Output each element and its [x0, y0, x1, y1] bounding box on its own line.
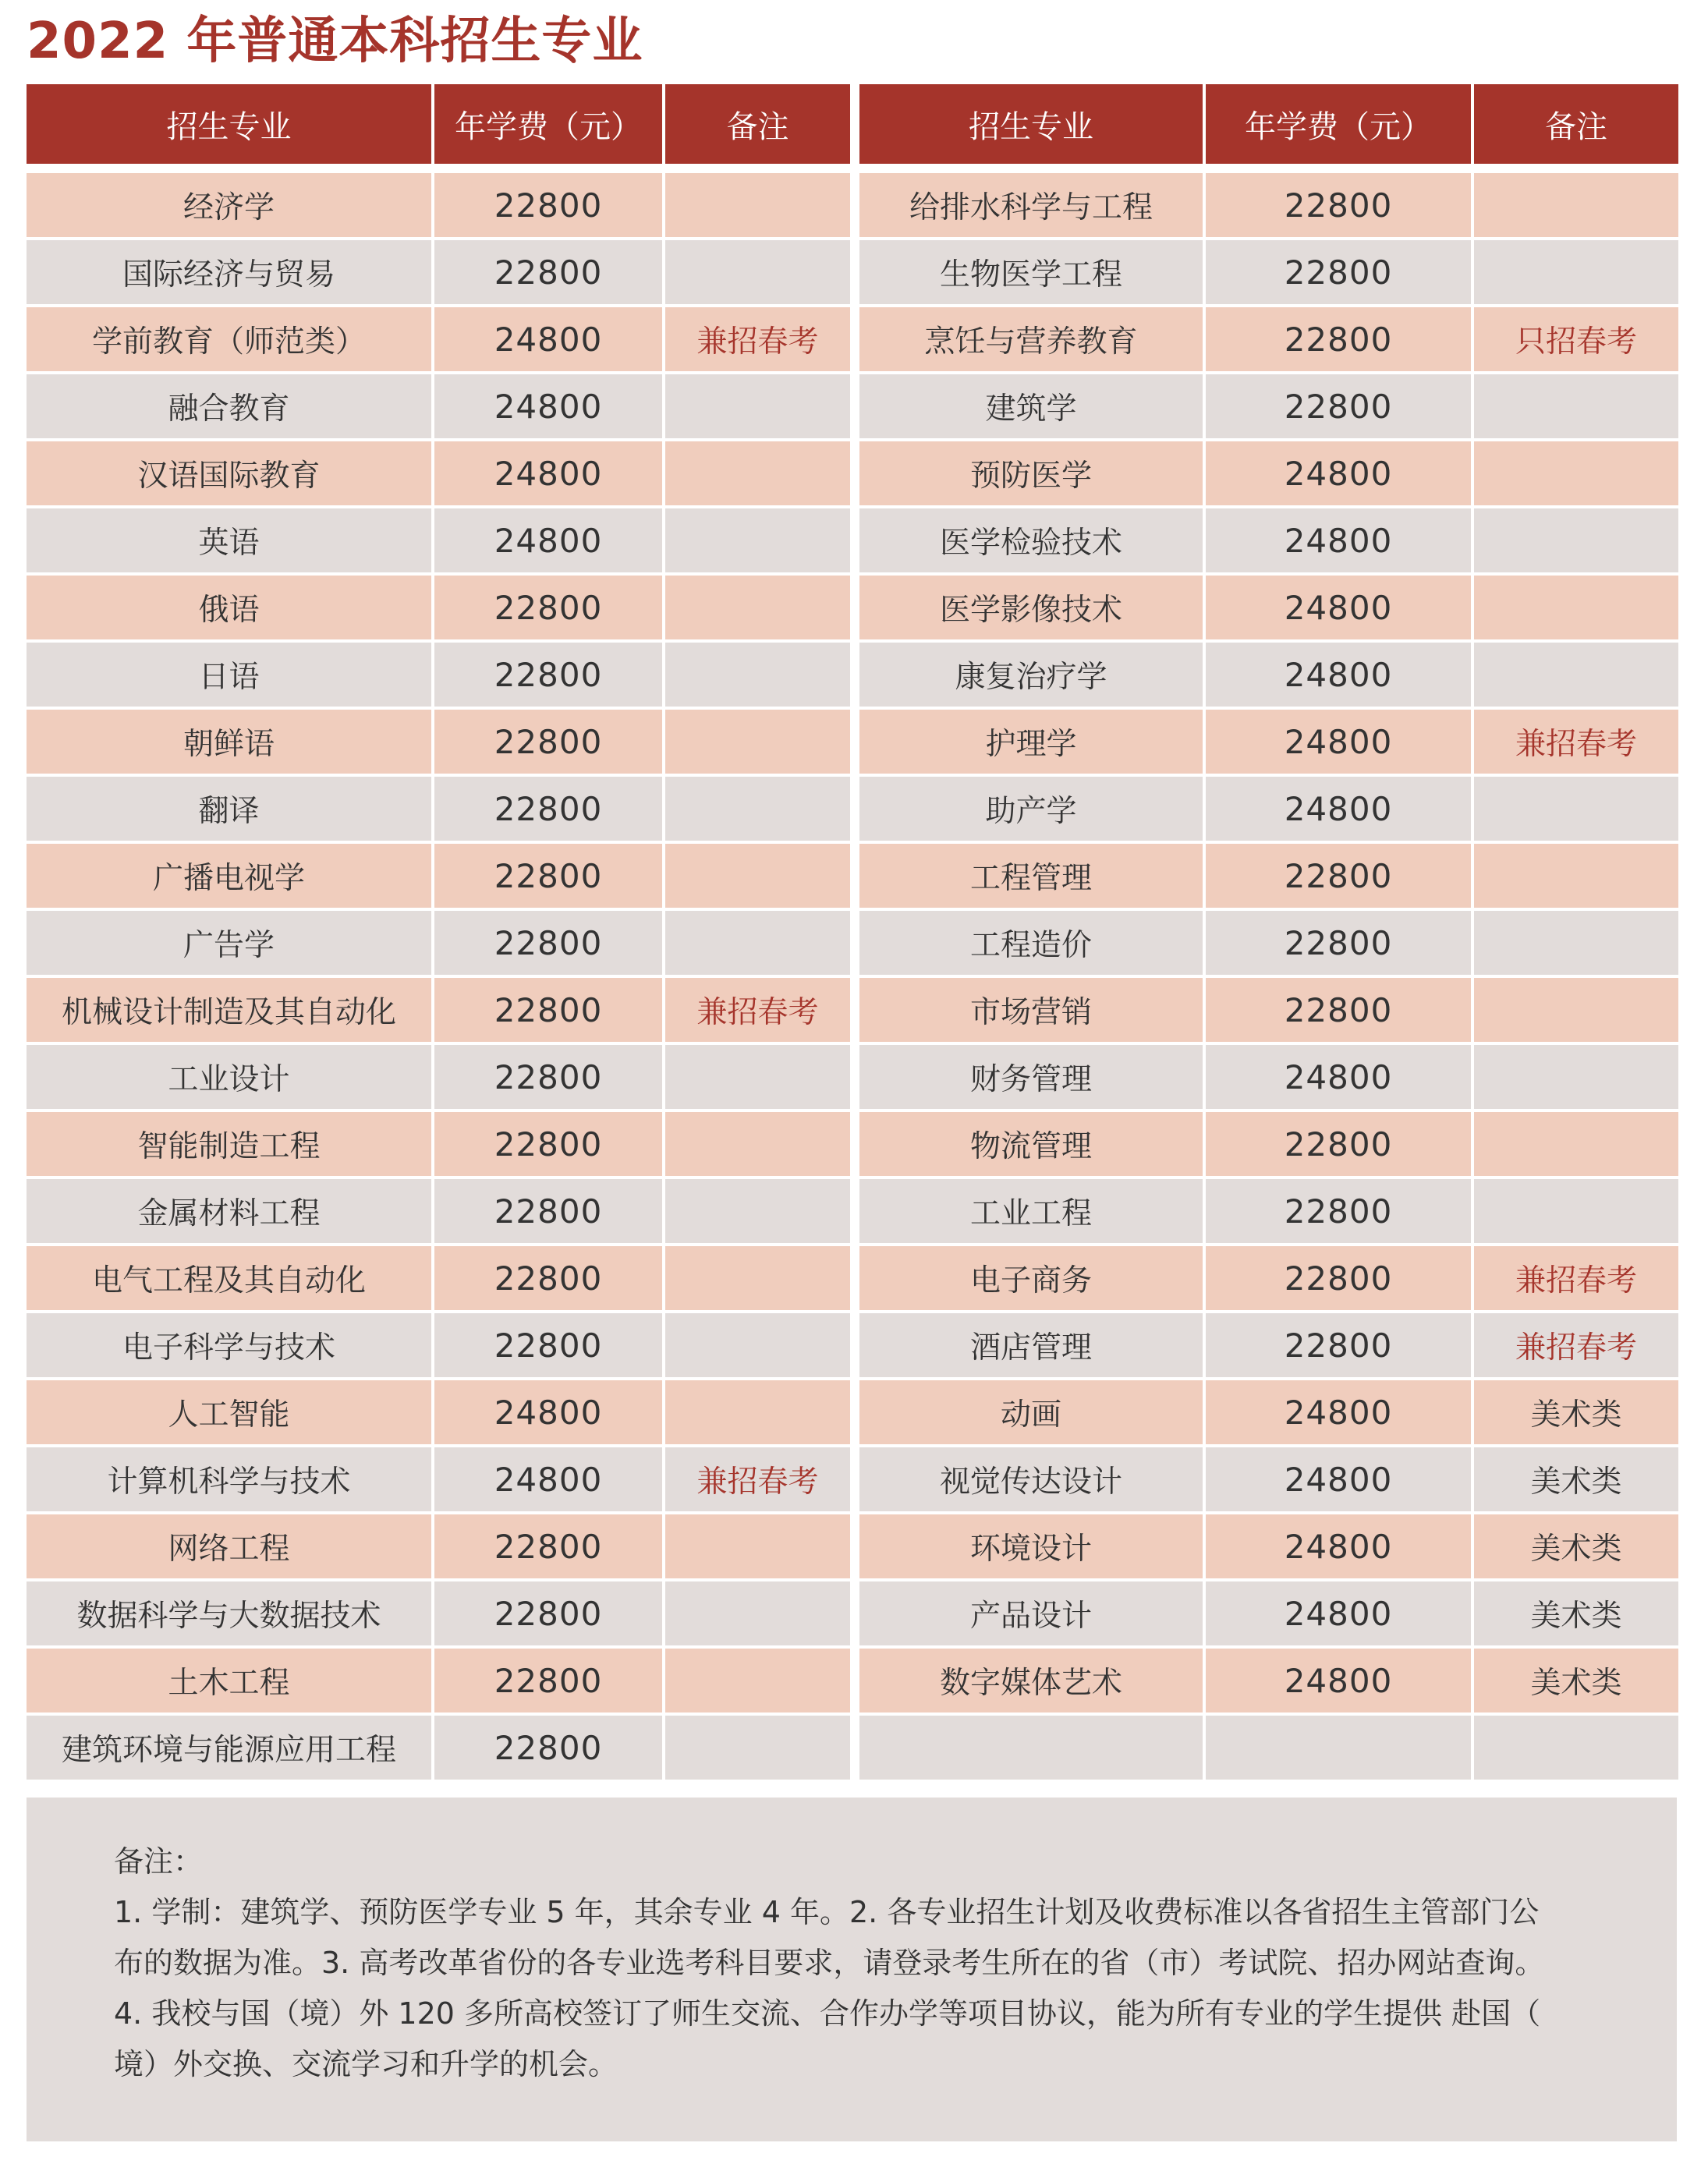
major-cell: 人工智能 — [27, 1380, 431, 1444]
fee-cell: 22800 — [1206, 1112, 1471, 1176]
major-cell: 智能制造工程 — [27, 1112, 431, 1176]
note-cell — [665, 710, 850, 774]
notes-box — [27, 1798, 1677, 2141]
fee-cell: 24800 — [1206, 643, 1471, 707]
page-title: 2022 年普通本科招生专业 — [27, 12, 643, 70]
table-row — [27, 441, 850, 505]
fee-cell: 24800 — [434, 441, 662, 505]
fee-cell: 22800 — [434, 643, 662, 707]
header-note: 备注 — [665, 84, 850, 164]
major-cell: 广告学 — [27, 911, 431, 975]
major-cell: 工业设计 — [27, 1045, 431, 1109]
note-cell — [665, 173, 850, 237]
header-major: 招生专业 — [27, 84, 431, 164]
note-cell — [665, 777, 850, 841]
major-cell: 建筑学 — [859, 374, 1203, 438]
notes-line: 布的数据为准。3. 高考改革省份的各专业选考科目要求，请登录考生所在的省（市）考试院、招办网站查询。 — [114, 1946, 1545, 1980]
table-row — [27, 1649, 850, 1712]
note-cell — [665, 1246, 850, 1310]
table-header — [27, 84, 850, 164]
table-row — [859, 1649, 1678, 1712]
notes-line: 1. 学制：建筑学、预防医学专业 5 年，其余专业 4 年。2. 各专业招生计划及收费标准以各省招生主管部门公 — [114, 1895, 1540, 1929]
fee-cell: 22800 — [1206, 844, 1471, 908]
table-row — [27, 307, 850, 371]
note-cell: 美术类 — [1474, 1581, 1678, 1645]
table-row — [859, 1313, 1678, 1377]
table-row — [859, 1514, 1678, 1578]
header-note: 备注 — [1474, 84, 1678, 164]
major-cell: 建筑环境与能源应用工程 — [27, 1716, 431, 1780]
note-cell — [665, 508, 850, 572]
table-row — [27, 777, 850, 841]
table-row — [859, 576, 1678, 639]
note-cell — [1474, 643, 1678, 707]
fee-cell: 24800 — [1206, 1581, 1471, 1645]
major-cell: 酒店管理 — [859, 1313, 1203, 1377]
table-row — [27, 643, 850, 707]
note-cell — [1474, 1716, 1678, 1780]
major-cell: 计算机科学与技术 — [27, 1447, 431, 1511]
table-row — [859, 1716, 1678, 1780]
note-cell: 美术类 — [1474, 1514, 1678, 1578]
table-row — [859, 978, 1678, 1042]
note-cell — [665, 1380, 850, 1444]
major-cell: 医学检验技术 — [859, 508, 1203, 572]
note-cell: 兼招春考 — [665, 307, 850, 371]
table-row — [859, 643, 1678, 707]
major-cell: 网络工程 — [27, 1514, 431, 1578]
note-cell: 兼招春考 — [665, 1447, 850, 1511]
majors-table-left — [27, 84, 850, 1783]
note-cell — [1474, 777, 1678, 841]
table-row — [859, 1380, 1678, 1444]
note-cell — [665, 1045, 850, 1109]
note-cell — [665, 1649, 850, 1712]
table-row — [859, 307, 1678, 371]
table-row — [27, 1514, 850, 1578]
note-cell: 兼招春考 — [1474, 1313, 1678, 1377]
note-cell — [665, 576, 850, 639]
note-cell — [1474, 1112, 1678, 1176]
major-cell: 助产学 — [859, 777, 1203, 841]
fee-cell: 22800 — [434, 911, 662, 975]
table-row — [859, 508, 1678, 572]
majors-table-right — [859, 84, 1678, 1783]
note-cell — [665, 374, 850, 438]
fee-cell: 22800 — [434, 1045, 662, 1109]
note-cell: 美术类 — [1474, 1649, 1678, 1712]
fee-cell: 24800 — [1206, 1380, 1471, 1444]
note-cell — [665, 1313, 850, 1377]
major-cell: 给排水科学与工程 — [859, 173, 1203, 237]
fee-cell: 24800 — [434, 374, 662, 438]
fee-cell: 24800 — [1206, 576, 1471, 639]
major-cell: 市场营销 — [859, 978, 1203, 1042]
table-row — [27, 508, 850, 572]
note-cell: 只招春考 — [1474, 307, 1678, 371]
major-cell: 生物医学工程 — [859, 240, 1203, 304]
note-cell — [1474, 441, 1678, 505]
table-row — [27, 710, 850, 774]
note-cell — [665, 844, 850, 908]
major-cell: 金属材料工程 — [27, 1179, 431, 1243]
major-cell: 数字媒体艺术 — [859, 1649, 1203, 1712]
major-cell: 日语 — [27, 643, 431, 707]
table-row — [859, 374, 1678, 438]
major-cell: 英语 — [27, 508, 431, 572]
table-row — [27, 1716, 850, 1780]
note-cell — [1474, 1179, 1678, 1243]
note-cell — [665, 911, 850, 975]
table-body-left — [27, 173, 850, 1780]
fee-cell: 22800 — [1206, 1313, 1471, 1377]
major-cell: 数据科学与大数据技术 — [27, 1581, 431, 1645]
fee-cell: 24800 — [434, 1380, 662, 1444]
major-cell: 俄语 — [27, 576, 431, 639]
fee-cell: 22800 — [434, 1716, 662, 1780]
fee-cell: 22800 — [434, 1179, 662, 1243]
fee-cell: 24800 — [1206, 1514, 1471, 1578]
table-row — [859, 1179, 1678, 1243]
major-cell: 环境设计 — [859, 1514, 1203, 1578]
fee-cell: 22800 — [434, 576, 662, 639]
fee-cell: 22800 — [434, 1649, 662, 1712]
note-cell — [1474, 1045, 1678, 1109]
note-cell — [1474, 374, 1678, 438]
note-cell — [1474, 844, 1678, 908]
fee-cell: 22800 — [434, 1246, 662, 1310]
table-row — [27, 1179, 850, 1243]
fee-cell: 24800 — [1206, 777, 1471, 841]
fee-cell: 22800 — [1206, 374, 1471, 438]
major-cell: 物流管理 — [859, 1112, 1203, 1176]
major-cell: 经济学 — [27, 173, 431, 237]
major-cell: 土木工程 — [27, 1649, 431, 1712]
major-cell: 电子科学与技术 — [27, 1313, 431, 1377]
major-cell: 汉语国际教育 — [27, 441, 431, 505]
fee-cell: 22800 — [1206, 1246, 1471, 1310]
fee-cell: 22800 — [434, 173, 662, 237]
header-fee: 年学费（元） — [434, 84, 662, 164]
table-row — [27, 844, 850, 908]
note-cell — [1474, 240, 1678, 304]
major-cell: 预防医学 — [859, 441, 1203, 505]
fee-cell: 24800 — [434, 1447, 662, 1511]
note-cell — [665, 1581, 850, 1645]
major-cell: 广播电视学 — [27, 844, 431, 908]
major-cell: 工程管理 — [859, 844, 1203, 908]
note-cell: 兼招春考 — [1474, 710, 1678, 774]
major-cell: 朝鲜语 — [27, 710, 431, 774]
major-cell: 机械设计制造及其自动化 — [27, 978, 431, 1042]
fee-cell: 24800 — [1206, 1045, 1471, 1109]
major-cell: 工程造价 — [859, 911, 1203, 975]
note-cell — [1474, 508, 1678, 572]
table-row — [27, 1581, 850, 1645]
table-row — [859, 1112, 1678, 1176]
major-cell: 工业工程 — [859, 1179, 1203, 1243]
fee-cell: 24800 — [1206, 1649, 1471, 1712]
note-cell: 兼招春考 — [665, 978, 850, 1042]
note-cell: 兼招春考 — [1474, 1246, 1678, 1310]
table-row — [859, 1447, 1678, 1511]
fee-cell: 22800 — [1206, 173, 1471, 237]
fee-cell: 24800 — [1206, 508, 1471, 572]
table-row — [859, 1581, 1678, 1645]
fee-cell: 22800 — [434, 1112, 662, 1176]
header-fee: 年学费（元） — [1206, 84, 1471, 164]
table-row — [859, 777, 1678, 841]
table-body-right — [859, 173, 1678, 1780]
fee-cell: 22800 — [1206, 1179, 1471, 1243]
major-cell: 财务管理 — [859, 1045, 1203, 1109]
note-cell — [665, 1112, 850, 1176]
note-cell — [665, 240, 850, 304]
note-cell: 美术类 — [1474, 1380, 1678, 1444]
major-cell: 电气工程及其自动化 — [27, 1246, 431, 1310]
major-cell: 翻译 — [27, 777, 431, 841]
table-row — [27, 1313, 850, 1377]
fee-cell: 22800 — [1206, 978, 1471, 1042]
table-row — [27, 978, 850, 1042]
fee-cell — [1206, 1716, 1471, 1780]
table-row — [27, 576, 850, 639]
table-row — [27, 240, 850, 304]
table-row — [859, 844, 1678, 908]
fee-cell: 22800 — [434, 978, 662, 1042]
major-cell: 动画 — [859, 1380, 1203, 1444]
table-row — [27, 1380, 850, 1444]
major-cell: 烹饪与营养教育 — [859, 307, 1203, 371]
table-row — [859, 441, 1678, 505]
header-major: 招生专业 — [859, 84, 1203, 164]
table-row — [859, 911, 1678, 975]
table-row — [27, 1447, 850, 1511]
table-row — [859, 1045, 1678, 1109]
note-cell — [665, 643, 850, 707]
table-row — [859, 173, 1678, 237]
fee-cell: 22800 — [1206, 307, 1471, 371]
fee-cell: 24800 — [434, 307, 662, 371]
table-row — [27, 374, 850, 438]
note-cell — [1474, 978, 1678, 1042]
fee-cell: 24800 — [1206, 1447, 1471, 1511]
table-row — [859, 240, 1678, 304]
fee-cell: 22800 — [434, 1313, 662, 1377]
major-cell: 融合教育 — [27, 374, 431, 438]
fee-cell: 24800 — [1206, 441, 1471, 505]
fee-cell: 22800 — [434, 844, 662, 908]
note-cell — [665, 441, 850, 505]
major-cell: 国际经济与贸易 — [27, 240, 431, 304]
table-row — [27, 1112, 850, 1176]
major-cell: 视觉传达设计 — [859, 1447, 1203, 1511]
major-cell — [859, 1716, 1203, 1780]
major-cell: 产品设计 — [859, 1581, 1203, 1645]
major-cell: 护理学 — [859, 710, 1203, 774]
major-cell: 电子商务 — [859, 1246, 1203, 1310]
major-cell: 医学影像技术 — [859, 576, 1203, 639]
fee-cell: 24800 — [434, 508, 662, 572]
fee-cell: 22800 — [434, 240, 662, 304]
fee-cell: 22800 — [434, 710, 662, 774]
major-cell: 学前教育（师范类） — [27, 307, 431, 371]
fee-cell: 22800 — [434, 777, 662, 841]
table-row — [27, 173, 850, 237]
table-row — [859, 710, 1678, 774]
note-cell — [665, 1514, 850, 1578]
note-cell — [1474, 173, 1678, 237]
table-row — [27, 1045, 850, 1109]
notes-line: 4. 我校与国（境）外 120 多所高校签订了师生交流、合作办学等项目协议，能为所有专业的学生提供 赴国（ — [114, 1996, 1541, 2031]
notes-heading: 备注： — [114, 1844, 204, 1879]
fee-cell: 24800 — [1206, 710, 1471, 774]
fee-cell: 22800 — [1206, 240, 1471, 304]
note-cell: 美术类 — [1474, 1447, 1678, 1511]
major-cell: 康复治疗学 — [859, 643, 1203, 707]
note-cell — [665, 1716, 850, 1780]
note-cell — [1474, 911, 1678, 975]
table-row — [859, 1246, 1678, 1310]
note-cell — [1474, 576, 1678, 639]
table-row — [27, 1246, 850, 1310]
table-row — [27, 911, 850, 975]
fee-cell: 22800 — [434, 1581, 662, 1645]
fee-cell: 22800 — [434, 1514, 662, 1578]
note-cell — [665, 1179, 850, 1243]
table-header — [859, 84, 1678, 164]
fee-cell: 22800 — [1206, 911, 1471, 975]
notes-line: 境）外交换、交流学习和升学的机会。 — [114, 2047, 618, 2081]
